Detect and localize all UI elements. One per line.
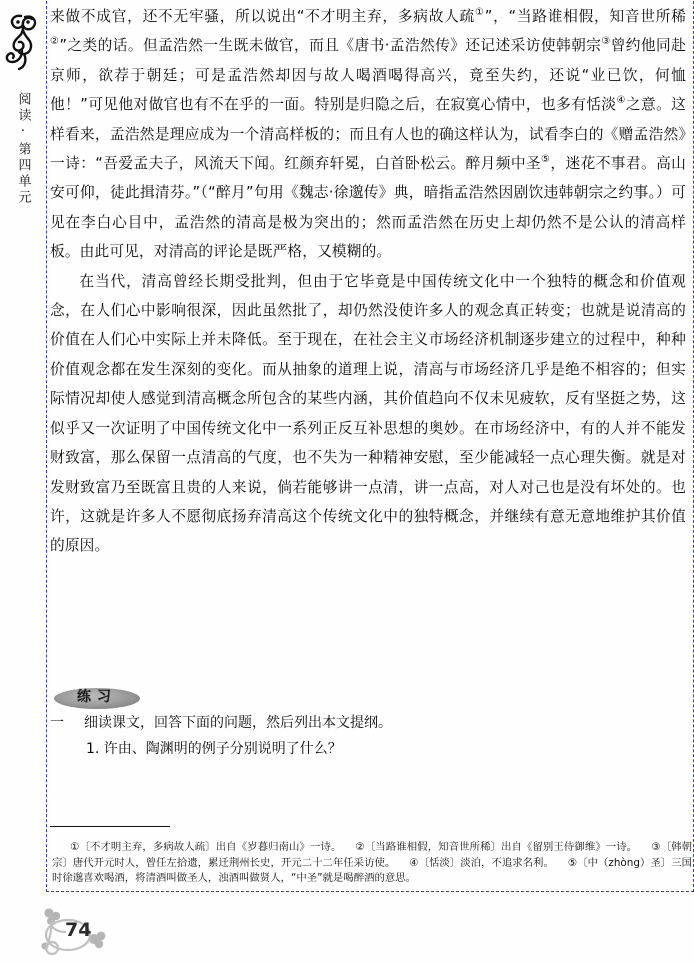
exercise-subitem: 1. 许由、陶渊明的例子分别说明了什么？ xyxy=(86,741,342,757)
footnote-separator xyxy=(50,826,170,827)
paragraph-run: ”，“当路谁相假，知音世所稀 xyxy=(484,8,687,25)
sidebar xyxy=(0,0,46,300)
footnote-marker: ④ xyxy=(616,95,626,107)
paragraph-run: ，迷花不事君。高山安可仰，徒此揖清芬。”（“醉月”句用《魏志·徐邈传》典，暗指孟浩然因剧饮违韩朝宗之约事。）可见在李白心目中，孟浩然的清高是极为突出的；然而孟浩然在历史上却仍然不是公认的清高样板。由此可见，对清高的评论是既严格，又模糊的。 xyxy=(50,155,686,261)
footnote-item-text: 〔当路谁相假，知音世所稀〕出自《留别王侍御维》一诗。 xyxy=(364,841,638,853)
article-paragraph xyxy=(50,2,686,267)
exercise-stamp-label: 练习 xyxy=(77,689,117,705)
article-paragraph xyxy=(50,267,686,561)
footnote-item-marker: ③ xyxy=(651,841,661,853)
page-folio xyxy=(22,905,142,959)
footnote-item-marker: ② xyxy=(355,841,365,853)
footnote-item-text: 〔中（zhòng）圣〕三国时徐邈喜欢喝酒，将清酒叫做圣人，浊酒叫做贤人，“中圣”就是喝醉酒的意思。 xyxy=(52,856,692,885)
article-body xyxy=(50,2,686,561)
paragraph-run: 在当代，清高曾经长期受批判，但由于它毕竟是中国传统文化中一个独特的概念和价值观念，在人们心中影响很深，因此虽然批了，却仍然没使许多人的观念真正转变；也就是说清高的价值在人们心中实际上并未降低。至于现在，在社会主义市场经济机制逐步建立的过程中，种种价值观念都在发生深刻的变化。而从抽象的道理上说，清高与市场经济几乎是绝不相容的；但实际情况却使人感觉到清高概念所包含的某些内涵，其价值趋向不仅未见疲软，反有坚挺之势，这似乎又一次证明了中国传统文化中一系列正反互补思想的奥妙。在市场经济中，有的人并不能发财致富，那么保留一点清高的气度，也不失为一种精神安慰，至少能减轻一点心理失衡。就是对发财致富乃至既富且贵的人来说，倘若能够讲一点清，讲一点高，对人对己也是没有坏处的。也许，这就是许多人不愿彻底扬弃清高这个传统文化中的独特概念，并继续有意无意地维护其价值的原因。 xyxy=(50,272,686,555)
footnote-item-marker: ① xyxy=(70,841,80,853)
footnote-item-text: 〔不才明主弃，多病故人疏〕出自《岁暮归南山》一诗。 xyxy=(79,841,342,853)
exercise-item-text: 细读课文，回答下面的问题，然后列出本文提纲。 xyxy=(84,715,392,731)
paragraph-run: 来做不成官，还不无牢骚，所以说出“不才明主弃，多病故人疏 xyxy=(50,8,475,25)
footnote-item xyxy=(355,841,637,853)
exercise-item xyxy=(50,710,670,736)
paragraph-run: 之意。这样看来，孟浩然是理应成为一个清高样板的；而且有人也的确这样认为，试看李白的《赠孟浩然》一诗：“吾爱孟夫子，风流天下闻。红颜弃轩冕，白首卧松云。醉月频中圣 xyxy=(50,96,686,173)
footnote-marker: ② xyxy=(50,36,60,48)
footnote-item-marker: ⑤ xyxy=(567,856,578,869)
exercise-section xyxy=(50,684,670,762)
footnote-list xyxy=(52,840,692,887)
sidebar-unit-label: 阅读·第四单元 xyxy=(15,92,31,206)
exercise-item-number: 一 xyxy=(50,715,64,731)
footnote-marker: ① xyxy=(475,7,485,19)
footnote-marker: ③ xyxy=(601,36,611,48)
footnote-marker: ⑤ xyxy=(541,154,551,166)
exercise-stamp xyxy=(54,684,140,710)
decorative-swirl-icon xyxy=(3,10,43,74)
footnote-item-text: 〔恬淡〕淡泊，不追求名利。 xyxy=(418,856,554,869)
page-number: 74 xyxy=(65,919,92,941)
footnote-item-text: 〔韩朝宗〕唐代开元时人，曾任左拾遗，累迁荆州长史，开元二十二年任采访使。 xyxy=(52,841,692,869)
paragraph-run: 曾约他同赴京师，欲荐于朝廷；可是孟浩然却因与故人喝酒喝得高兴，竟至失约，还说“业已饮，何恤他！”可见他对做官也有不在乎的一面。特别是归隐之后，在寂寞心情中，也多有恬淡 xyxy=(50,37,686,114)
footnote-item xyxy=(409,857,554,869)
footnote-item xyxy=(70,841,341,853)
paragraph-run: ”之类的话。但孟浩然一生既未做官，而且《唐书·孟浩然传》还记述采访使韩朝宗 xyxy=(59,37,602,55)
footnote-item-marker: ④ xyxy=(409,856,419,869)
